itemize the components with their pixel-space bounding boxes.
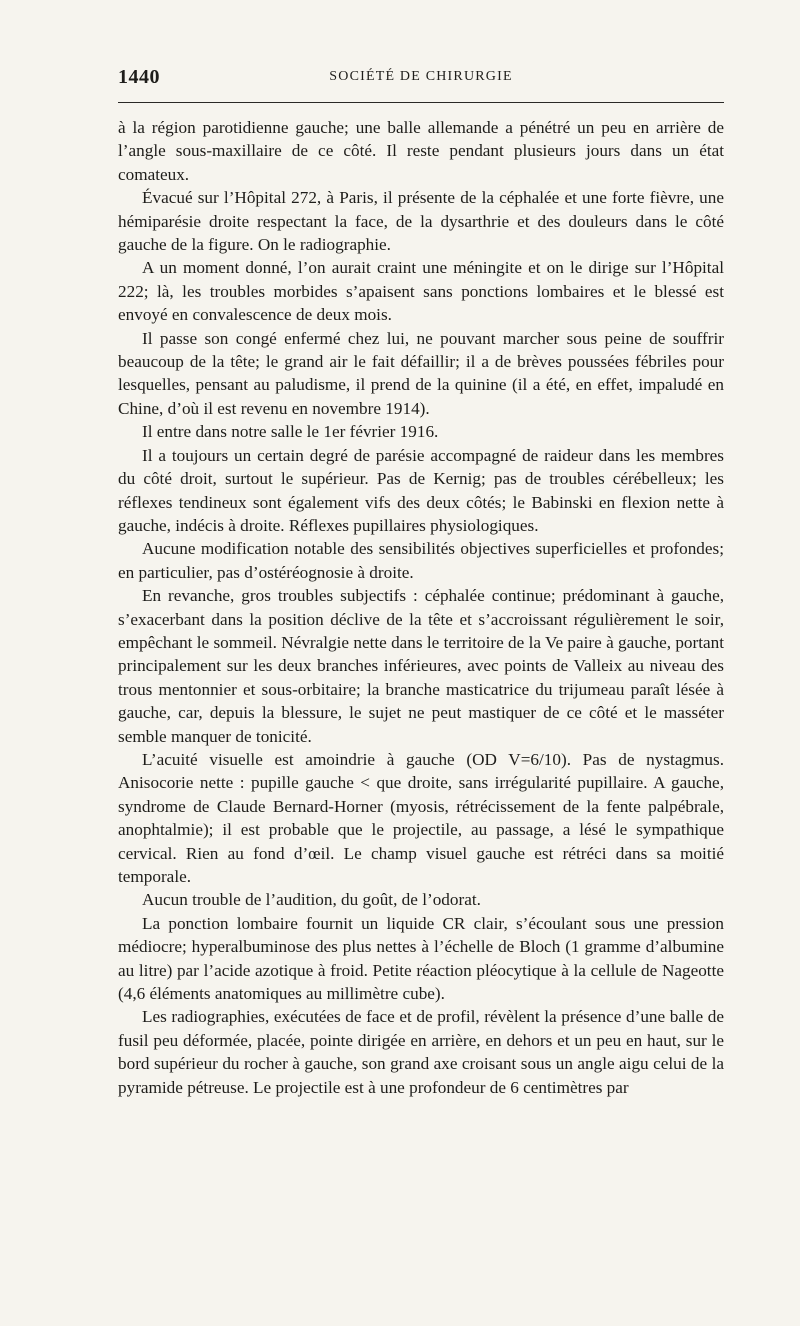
- running-title: SOCIÉTÉ DE CHIRURGIE: [329, 69, 513, 84]
- paragraph: Aucune modification notable des sensibilités objectives superficielles et profondes; en particulier, pas d’ostéréognosie à droite.: [118, 539, 724, 582]
- paragraph: Aucun trouble de l’audition, du goût, de l’odorat.: [142, 890, 481, 910]
- paragraph: Il passe son congé enfermé chez lui, ne pouvant marcher sous peine de souffrir beaucoup de la tête; le grand air le fait défaillir; il a de brèves poussées fébriles pour lesquelles, pensant au paludisme, il prend de la quinine (il a été, en effet, impaludé en Chine, d’où il est revenu en novembre 1914).: [118, 328, 724, 418]
- page-number: 1440: [118, 66, 160, 88]
- paragraph: Les radiographies, exécutées de face et de profil, révèlent la présence d’une balle de fusil peu déformée, placée, pointe dirigée en arrière, en dehors et un peu en haut, sur le bord supérieur du rocher à gauche, son grand axe croisant sous un angle aigu celui de la pyramide pétreuse. Le projectile est à une profondeur de 6 centimètres par: [118, 1007, 724, 1097]
- paragraph: La ponction lombaire fournit un liquide CR clair, s’écoulant sous une pression médiocre; hyperalbuminose des plus nettes à l’échelle de Bloch (1 gramme d’albumine au litre) par l’acide azotique à froid. Petite réaction pléocytique à la cellule de Nageotte (4,6 éléments anatomiques au millimètre cube).: [118, 913, 724, 1004]
- paragraph: L’acuité visuelle est amoindrie à gauche (OD V=6/10). Pas de nystagmus. Anisocorie nette : pupille gauche < que droite, sans irrégularité pupillaire. A gauche, syndrome de Claude Bernard-Horner (myosis, rétrécissement de la fente palpébrale, anophtalmie); il est probable que le projectile, au passage, a lésé le sympathique cervical. Rien au fond d’œil. Le champ visuel gauche est rétréci dans sa moitié temporale.: [118, 749, 724, 886]
- paragraph: En revanche, gros troubles subjectifs : céphalée continue; prédominant à gauche, s’exacerbant dans la position déclive de la tête et s’accroissant régulièrement le soir, empêchant le sommeil. Névralgie nette dans le territoire de la Ve paire à gauche, portant principalement sur les deux branches inférieures, avec points de Valleix au niveau des trous mentonnier et sous-orbitaire; la branche masticatrice du trijumeau paraît lésée à gauche, car, depuis la blessure, le sujet ne peut mastiquer de ce côté et le masséter semble manquer de tonicité.: [118, 586, 724, 746]
- paragraph: Il entre dans notre salle le 1er février 1916.: [142, 422, 439, 442]
- header-rule: [118, 102, 724, 103]
- paragraph: A un moment donné, l’on aurait craint une méningite et on le dirige sur l’Hôpital 222; là, les troubles morbides s’apaisent sans ponctions lombaires et le blessé est envoyé en convalescence de deux mois.: [118, 258, 724, 325]
- paragraph: à la région parotidienne gauche; une balle allemande a pénétré un peu en arrière de l’angle sous-maxillaire de ce côté. Il reste pendant plusieurs jours dans un état comateux.: [118, 118, 724, 184]
- body-text: [118, 116, 724, 1099]
- paragraph: Il a toujours un certain degré de parésie accompagné de raideur dans les membres du côté droit, surtout le supérieur. Pas de Kernig; pas de troubles cérébelleux; les réflexes tendineux sont également vifs des deux côtés; le Babinski en flexion nette à gauche, indécis à droite. Réflexes pupillaires physiologiques.: [118, 445, 724, 535]
- paragraph: Évacué sur l’Hôpital 272, à Paris, il présente de la céphalée et une forte fièvre, une hémiparésie droite respectant la face, de la dysarthrie et des douleurs dans le côté gauche de la figure. On le radiographie.: [118, 188, 724, 255]
- page-header: [118, 66, 724, 90]
